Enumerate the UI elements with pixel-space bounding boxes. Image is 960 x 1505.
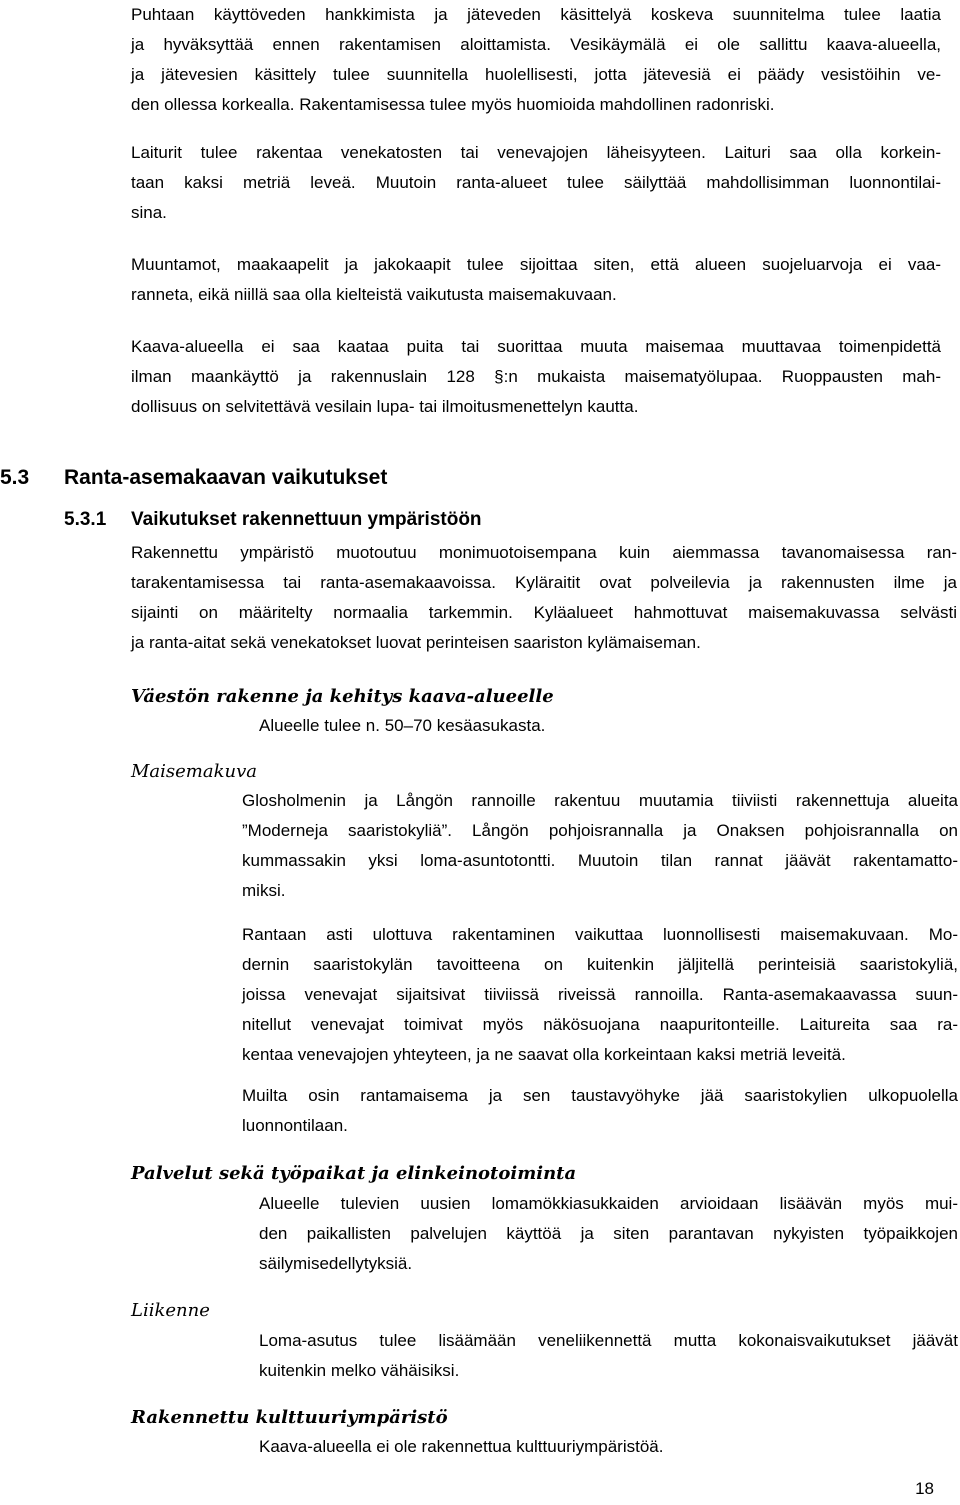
text-line: nitellut venevajat toimivat myös näkösuojana naapuritonteille. Laitureita saa ra- — [242, 1015, 958, 1034]
text-line: sijainti on määritelty normaalia tarkemmin. Kyläalueet hahmottuvat maisemakuvassa selvästi — [131, 603, 957, 622]
text-line: ranneta, eikä niillä saa olla kielteistä vaikutusta maisemakuvaan. — [131, 285, 617, 304]
text-line: ja hyväksyttää ennen rakentamisen aloittamista. Vesikäymälä ei ole sallittu kaava-alueella, — [131, 35, 941, 54]
intro-paragraph-4 — [131, 332, 941, 422]
liikenne-heading: Liikenne — [131, 1300, 210, 1321]
text-line: Alueelle tulevien uusien lomamökkiasukkaiden arvioidaan lisäävän myös mui- — [259, 1194, 958, 1213]
vaesto-heading: Väestön rakenne ja kehitys kaava-alueelle — [131, 686, 554, 707]
maisema-paragraph-3 — [242, 1081, 958, 1141]
maisema-heading: Maisemakuva — [131, 761, 258, 782]
text-line: dernin saaristokylän tavoitteena on kuitenkin jäljitellä perinteisiä saaristokyliä, — [242, 955, 958, 974]
maisema-paragraph-2 — [242, 920, 958, 1070]
text-line: Laiturit tulee rakentaa venekatosten tai venevajojen läheisyyteen. Laituri saa olla korkein- — [131, 143, 941, 162]
text-line: Muilta osin rantamaisema ja sen taustavyöhyke jää saaristokylien ulkopuolella — [242, 1086, 958, 1105]
subsection-title: Vaikutukset rakennettuun ympäristöön — [131, 509, 482, 530]
text-line: ja ranta-aitat sekä venekatokset luovat perinteisen saariston kylämaiseman. — [131, 633, 701, 652]
text-line: säilymisedellytyksiä. — [259, 1254, 413, 1273]
text-line: den paikallisten palvelujen käyttöä ja siten parantavan nykyisten työpaikkojen — [259, 1224, 958, 1243]
text-line: ilman maankäyttö ja rakennuslain 128 §:n mukaista maisematyölupaa. Ruoppausten mah- — [131, 367, 941, 386]
section-title: Ranta-asemakaavan vaikutukset — [64, 466, 388, 489]
intro-paragraph-3 — [131, 250, 941, 310]
vaesto-text — [259, 711, 859, 741]
text-line: sina. — [131, 203, 167, 222]
text-line: ja jätevesien käsittely tulee suunnitella huolellisesti, jotta jätevesiä ei päädy vesistöihin ve- — [131, 65, 941, 84]
text-line: dollisuus on selvitettävä vesilain lupa- tai ilmoitusmenettelyn kautta. — [131, 397, 639, 416]
text-line: ”Moderneja saaristokyliä”. Långön pohjoisrannalla ja Onaksen pohjoisrannalla on — [242, 821, 958, 840]
subsection-number: 5.3.1 — [64, 509, 107, 530]
page-number: 18 — [915, 1479, 934, 1498]
liikenne-paragraph — [259, 1326, 958, 1386]
text-line: kuitenkin melko vähäisiksi. — [259, 1361, 460, 1380]
text-line: tarakentamisessa tai ranta-asemakaavoissa. Kyläraitit ovat polveilevia ja rakennusten ilme ja — [131, 573, 957, 592]
kulttuuri-text — [259, 1432, 859, 1462]
section-number: 5.3 — [0, 466, 30, 489]
kulttuuri-heading: Rakennettu kulttuuriympäristö — [131, 1407, 448, 1428]
text-line: Loma-asutus tulee lisäämään veneliikennettä mutta kokonaisvaikutukset jäävät — [259, 1331, 958, 1350]
section-heading — [0, 463, 387, 493]
text-line: luonnontilaan. — [242, 1116, 348, 1135]
subsection-heading — [64, 505, 482, 535]
text-line: den ollessa korkealla. Rakentamisessa tulee myös huomioida mahdollinen radonriski. — [131, 95, 775, 114]
text-line: Kaava-alueella ei saa kaataa puita tai suorittaa muuta maisemaa muuttavaa toimenpidettä — [131, 337, 941, 356]
text-line: kentaa venevajojen yhteyteen, ja ne saavat olla korkeintaan kaksi metriä leveitä. — [242, 1045, 846, 1064]
palvelut-paragraph — [259, 1189, 958, 1279]
palvelut-heading: Palvelut sekä työpaikat ja elinkeinotoiminta — [131, 1163, 577, 1184]
text-line: Rakennettu ympäristö muotoutuu monimuotoisempana kuin aiemmassa tavanomaisessa ran- — [131, 543, 957, 562]
text-line: Glosholmenin ja Långön rannoille rakentuu muutamia tiiviisti rakennettuja alueita — [242, 791, 958, 810]
text-line: Puhtaan käyttöveden hankkimista ja jäteveden käsittelyä koskeva suunnitelma tulee laatia — [131, 5, 941, 24]
maisema-paragraph-1 — [242, 786, 958, 906]
text-line: kummassakin yksi loma-asuntotontti. Muutoin tilan rannat jäävät rakentamatto- — [242, 851, 958, 870]
text-line: Muuntamot, maakaapelit ja jakokaapit tulee sijoittaa siten, että alueen suojeluarvoja ei vaa- — [131, 255, 941, 274]
intro-paragraph-2 — [131, 138, 941, 228]
text-line: Rantaan asti ulottuva rakentaminen vaikuttaa luonnollisesti maisemakuvaan. Mo- — [242, 925, 958, 944]
text-line: miksi. — [242, 881, 286, 900]
text-line: joissa venevajat sijaitsivat tiiviissä riveissä rannoilla. Ranta-asemakaavassa suun- — [242, 985, 958, 1004]
intro-paragraph-1 — [131, 0, 941, 120]
text-line: Alueelle tulee n. 50–70 kesäasukasta. — [259, 716, 546, 735]
text-line: taan kaksi metriä leveä. Muutoin ranta-alueet tulee säilyttää mahdollisimman luonnontilai- — [131, 173, 941, 192]
text-line: Kaava-alueella ei ole rakennettua kulttuuriympäristöä. — [259, 1437, 664, 1456]
subsection-paragraph — [131, 538, 957, 658]
